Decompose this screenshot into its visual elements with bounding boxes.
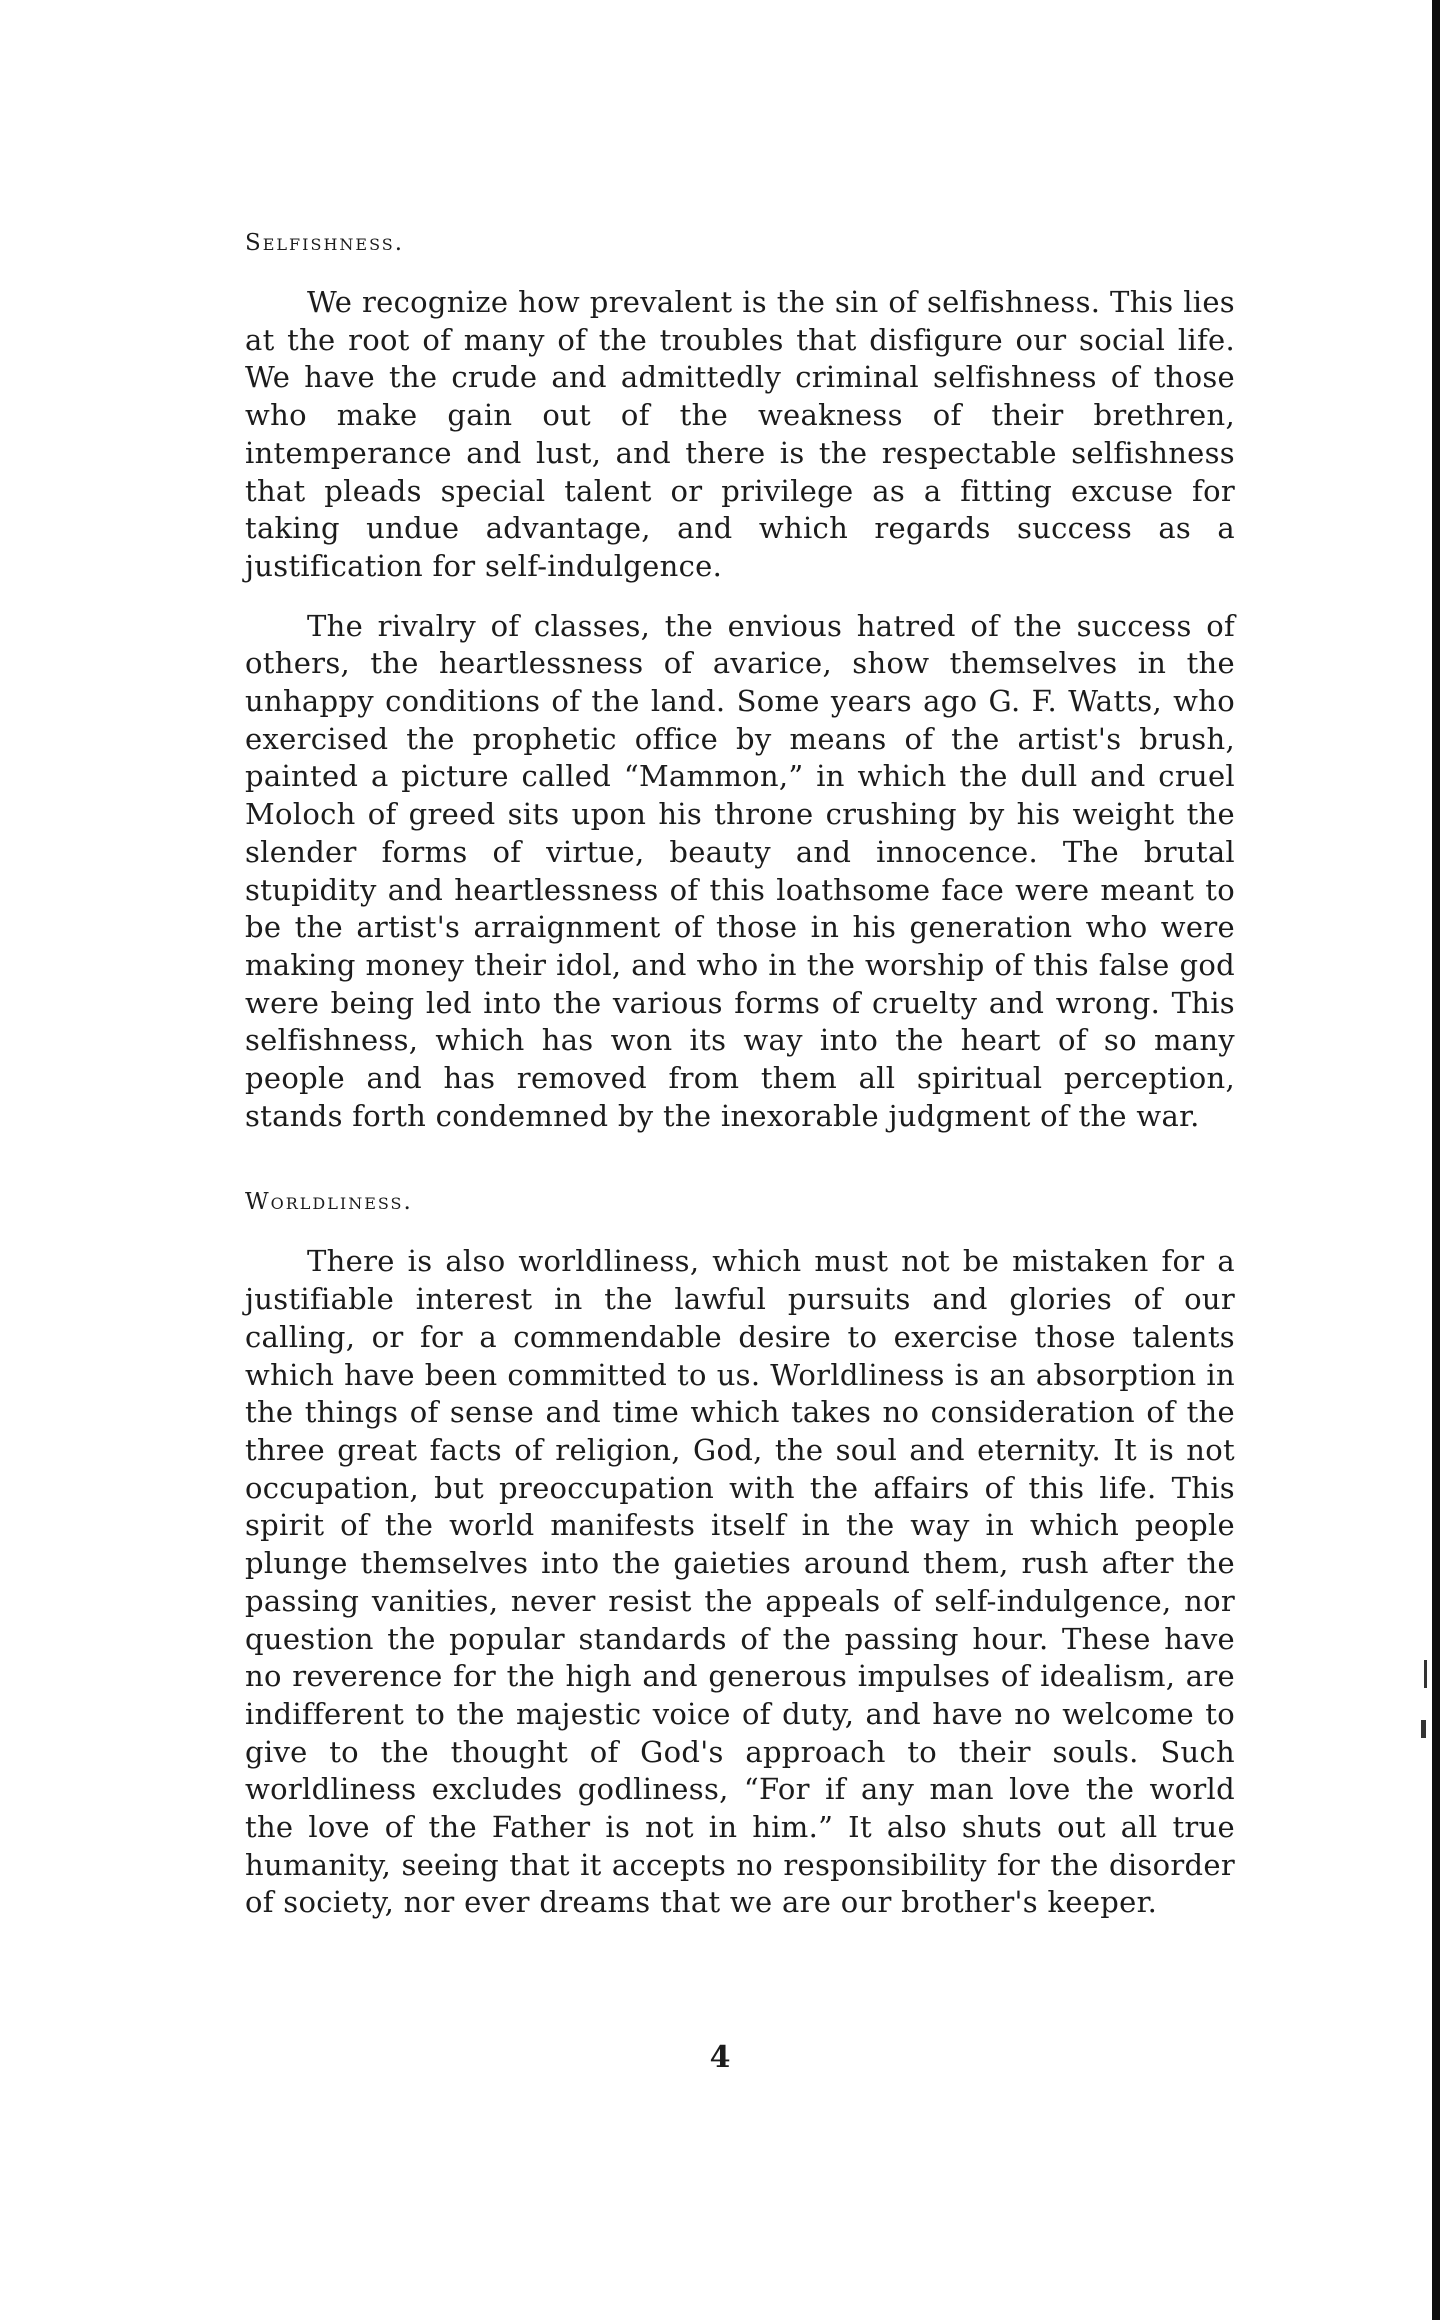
scan-edge <box>1432 0 1440 2320</box>
page-number: 4 <box>709 2040 731 2075</box>
page-text <box>245 228 1235 1944</box>
margin-mark <box>1421 1720 1426 1738</box>
paragraph: There is also worldliness, which must not be mistaken for a justifiable interest in the lawful pursuits and glories of our calling, or for a commendable desire to exercise those talents which have been committed to us. Worldliness is an absorption in the things of sense and time which takes no consideration of the three great facts of religion, God, the soul and eternity. It is not occupation, but preoccupation with the affairs of this life. This spirit of the world manifests itself in the way in which people plunge themselves into the gaieties around them, rush after the passing vanities, never resist the appeals of self-indulgence, nor question the popular standards of the passing hour. These have no reverence for the high and generous impulses of idealism, are indifferent to the majestic voice of duty, and have no welcome to give to the thought of God's approach to their souls. Such worldliness excludes godliness, “For if any man love the world the love of the Father is not in him.” It also shuts out all true humanity, seeing that it accepts no responsibility for the disorder of society, nor ever dreams that we are our brother's keeper. <box>245 1244 1235 1920</box>
margin-mark <box>1424 1660 1427 1688</box>
section-heading-worldliness: Worldliness. <box>245 1189 413 1216</box>
section-heading-selfishness: Selfishness. <box>245 230 405 256</box>
paragraph: We recognize how prevalent is the sin of selfishness. This lies at the root of many of the troubles that disfigure our social life. We have the crude and admittedly criminal selfishness of those who make gain out of the weakness of their brethren, intemperance and lust, and there is the respectable selfishness that pleads special talent or privilege as a fitting excuse for taking undue advantage, and which regards success as a justification for self-indulgence. <box>245 285 1235 583</box>
paragraph: The rivalry of classes, the envious hatred of the success of others, the heartlessness of avarice, show themselves in the unhappy conditions of the land. Some years ago G. F. Watts, who exercised the prophetic office by means of the artist's brush, painted a picture called “Mammon,” in which the dull and cruel Moloch of greed sits upon his throne crushing by his weight the slender forms of virtue, beauty and innocence. The brutal stupidity and heartlessness of this loathsome face were meant to be the artist's arraignment of those in his generation who were making money their idol, and who in the worship of this false god were being led into the various forms of cruelty and wrong. This selfishness, which has won its way into the heart of so many people and has removed from them all spiritual perception, stands forth condemned by the inexorable judgment of the war. <box>245 608 1235 1133</box>
